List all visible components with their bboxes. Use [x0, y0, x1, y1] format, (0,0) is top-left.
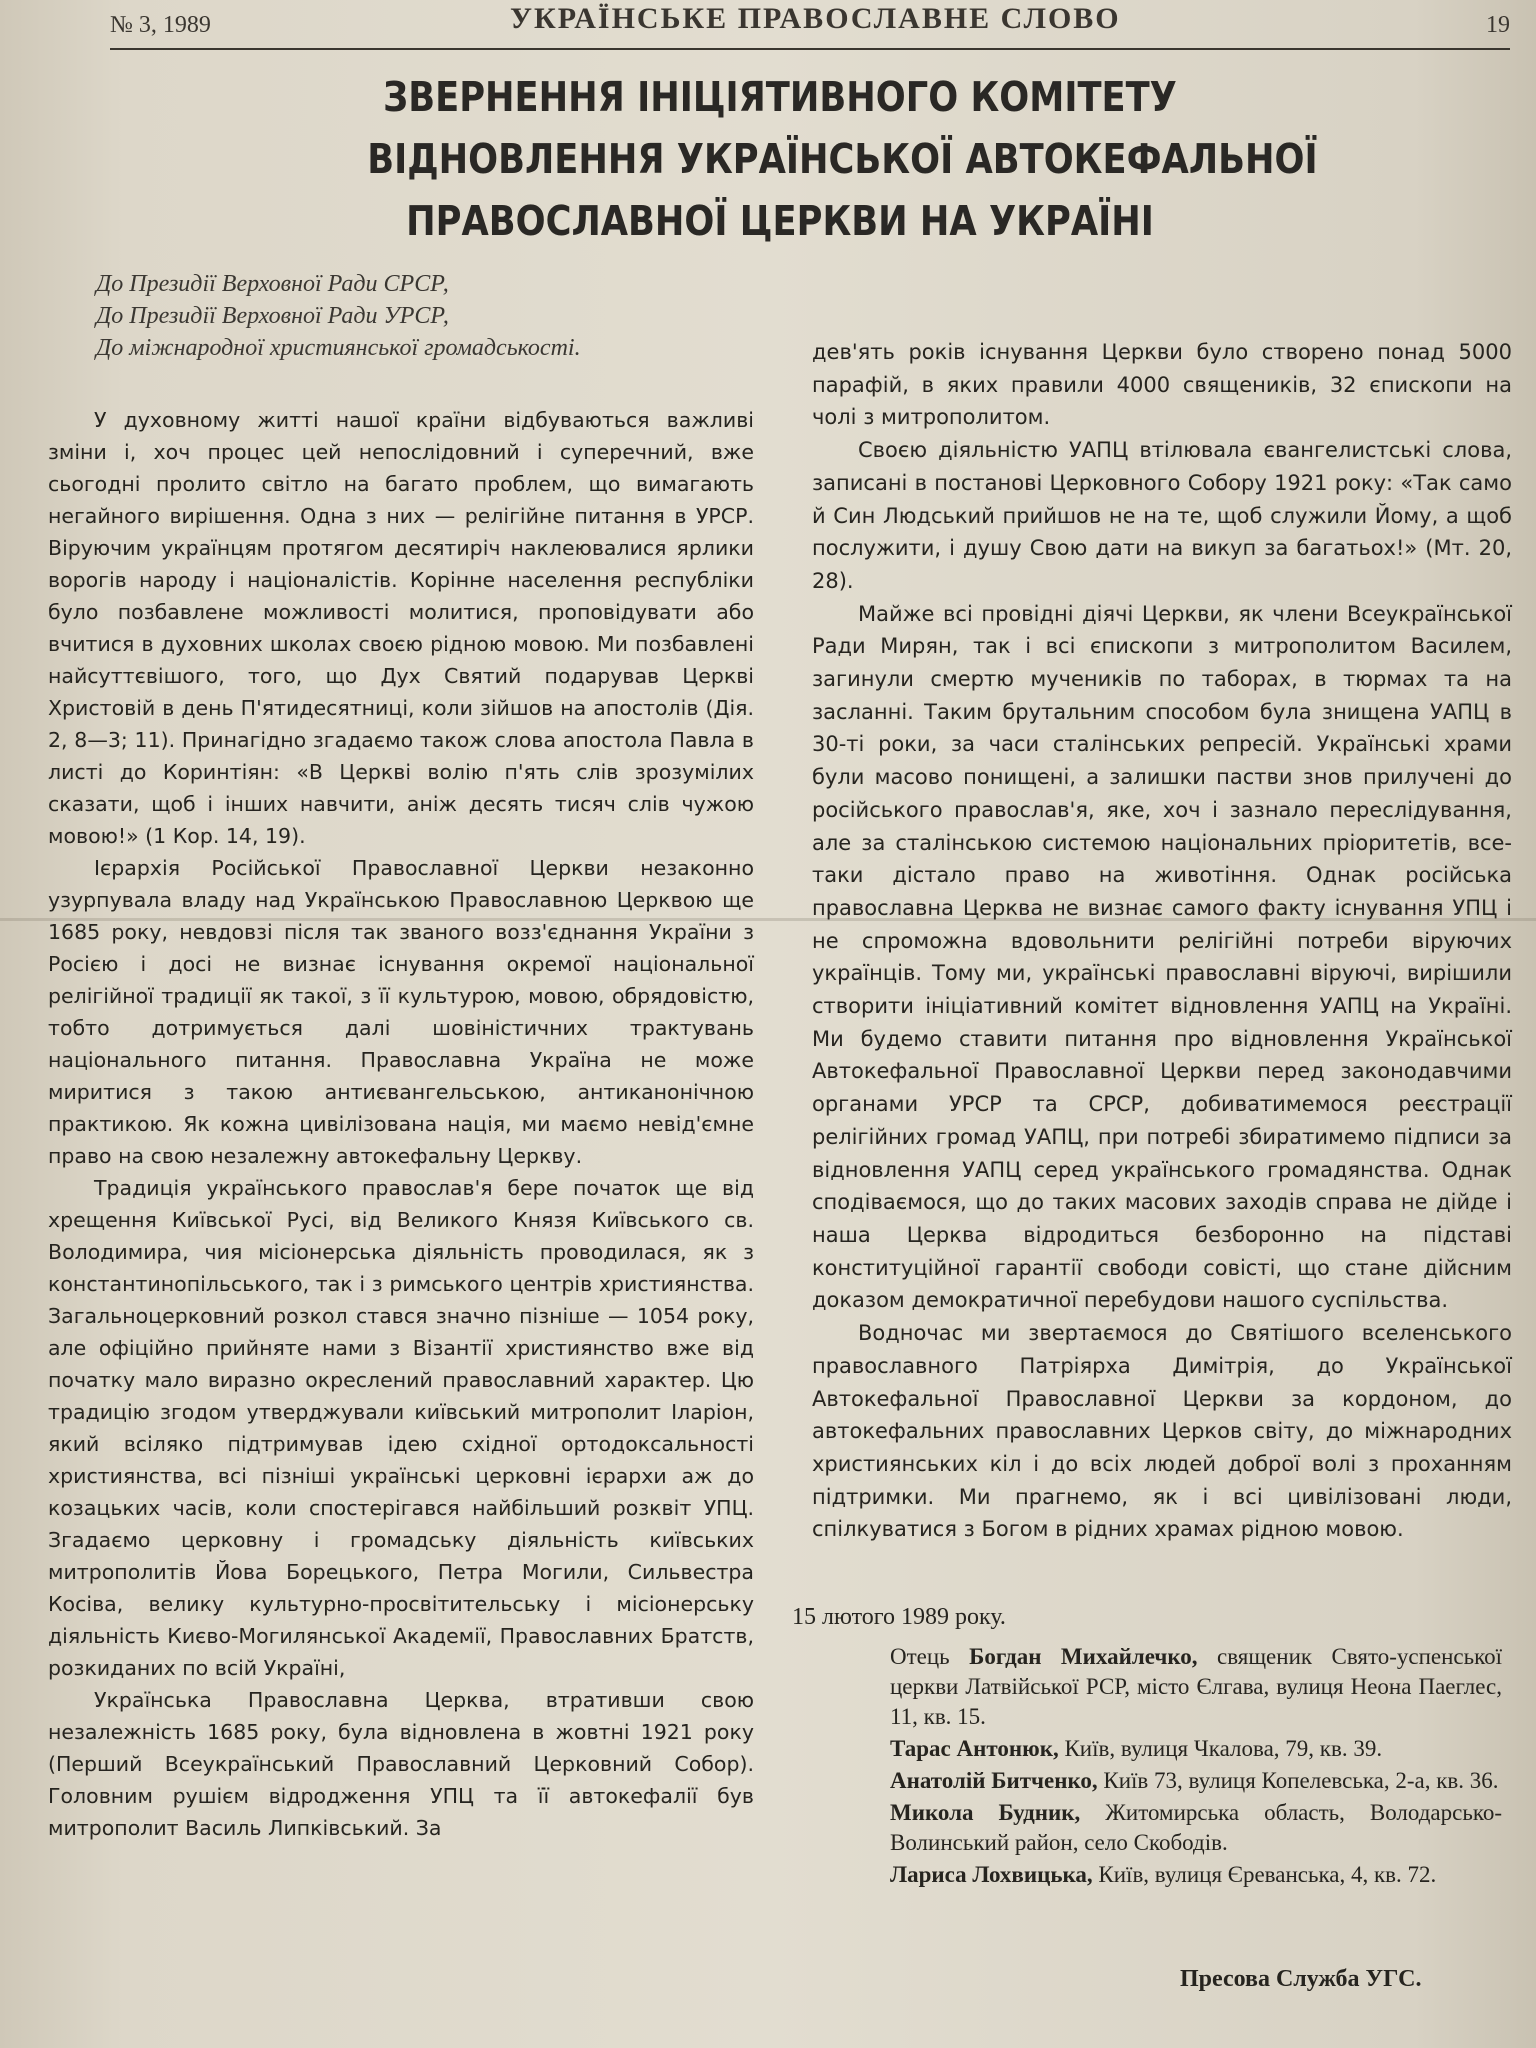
signatory [890, 1860, 1502, 1890]
right-column [812, 336, 1512, 1546]
signatory-name: Анатолій Битченко, [890, 1768, 1098, 1793]
signatory [890, 1798, 1502, 1858]
paragraph: Своєю діяльністю УАПЦ втілювала євангелистські слова, записані в постанові Церковного Собору 1921 року: «Так само й Син Людський прийшов не на те, щоб служили Йому, а щоб послужити, і душу Свою дати на викуп за багатьох!» (Мт. 20, 28). [812, 438, 1512, 593]
issue-number: № 3, 1989 [110, 12, 211, 38]
paragraph: Водночас ми звертаємося до Святішого вселенського православного Патріярха Димітрія, до Української Автокефальної Православної Церкви за кордоном, до автокефальних православних Церков світу, до міжнародних християнських кіл і до всіх людей доброї волі з проханням підтримки. Ми прагнемо, як і всі цивілізовані люди, спілкуватися з Богом в рідних храмах рідною мовою. [812, 1321, 1512, 1542]
addressee-line: До Президії Верховної Ради СРСР, [96, 271, 449, 297]
addressees [96, 268, 796, 364]
signatory-prefix: Отець [890, 1644, 970, 1669]
signatory [890, 1734, 1502, 1764]
paragraph: дев'ять років існування Церкви було створено понад 5000 парафій, в яких правили 4000 священиків, 32 єпископи на чолі з митрополитом. [812, 340, 1512, 430]
headline-line: ПРАВОСЛАВНОЇ ЦЕРКВИ НА УКРАЇНІ [406, 197, 1154, 245]
signatory-name: Лариса Лохвицька, [890, 1862, 1093, 1887]
addressee-line: До Президії Верховної Ради УРСР, [96, 303, 449, 329]
headline-line: ВІДНОВЛЕННЯ УКРАЇНСЬКОЇ АВТОКЕФАЛЬНОЇ [367, 135, 1318, 183]
paragraph: У духовному житті нашої країни відбуваються важливі зміни і, хоч процес цей непослідовний і суперечний, вже сьогодні пролито світло на багато проблем, що вимагають негайного вирішення. Одна з них — релігійне питання в УРСР. Віруючим українцям протягом десятиріч наклеювалися ярлики ворогів народу і націоналістів. Корінне населення республіки було позбавлене можливості молитися, проповідувати або вчитися в духовних школах своєю рідною мовою. Ми позбавлені найсуттєвішого, того, що Дух Святий подарував Церкві Христовій в день П'ятидесятниці, коли зійшов на апостолів (Дія. 2, 8—3; 11). Принагідно згадаємо також слова апостола Павла в листі до Коринтіян: «В Церкві волію п'ять слів зрозумілих сказати, щоб і інших навчити, аніж десять тисяч слів чужою мовою!» (1 Кор. 14, 19). [48, 408, 754, 848]
left-column [48, 404, 754, 1844]
signatory-name: Богдан Михайлечко, [969, 1644, 1198, 1669]
masthead [110, 2, 1510, 50]
paragraph: Ієрархія Російської Православної Церкви незаконно узурпувала владу над Українською Православною Церквою ще 1685 року, невдовзі після так званого возз'єднання України з Росією і досі не визнає існування окремої національної релігійної традиції як такої, з її культурою, мовою, обрядовістю, тобто дотримується далі шовіністичних трактувань національного питання. Православна Україна не може миритися з такою антиєвангельською, антиканонічною практикою. Як кожна цивілізована нація, ми маємо невід'ємне право на свою незалежну автокефальну Церкву. [48, 856, 754, 1168]
signatory [890, 1766, 1502, 1796]
signatory-name: Микола Будник, [890, 1800, 1081, 1825]
letter-date: 15 лютого 1989 року. [792, 1604, 1006, 1630]
signatory-name: Тарас Антонюк, [890, 1736, 1059, 1761]
newspaper-title: УКРАЇНСЬКЕ ПРАВОСЛАВНЕ СЛОВО [510, 2, 1121, 35]
signatory-details: Житомирська область, Володарсько-Волинський район, село Скободів. [890, 1800, 1502, 1855]
paragraph: Українська Православна Церква, втративши свою незалежність 1685 року, була відновлена в жовтні 1921 року (Перший Всеукраїнський Православний Церковний Собор). Головним рушієм відродження УПЦ та її автокефалії був митрополит Василь Липківський. За [48, 1688, 754, 1840]
signatory-details: Київ, вулиця Єреванська, 4, кв. 72. [1092, 1862, 1437, 1887]
press-service-signature: Пресова Служба УГС. [1180, 1966, 1422, 1992]
signatory-details: священик Свято-успенської церкви Латвійської РСР, місто Єлгава, вулиця Неона Паеглес, 11, кв. 15. [890, 1644, 1502, 1729]
page-number: 19 [1486, 12, 1510, 38]
addressee-line: До міжнародної християнської громадськості. [96, 335, 581, 361]
paragraph: Традиція українського православ'я бере початок ще від хрещення Київської Русі, від Великого Князя Київського св. Володимира, чия місіонерська діяльність проводилася, як з константинопільського, так і з римського центрів християнства. Загальноцерковний розкол стався значно пізніше — 1054 року, але офіційно прийняте нами з Візантії християнство вже від початку мало виразно окреслений православний характер. Цю традицію згодом утверджували київський митрополит Іларіон, який всіляко підтримував ідею східної ортодоксальності християнства, всі пізніші українські церковні ієрархи аж до козацьких часів, коли спостерігався найбільший розквіт УПЦ. Згадаємо церковну і громадську діяльність київських митрополитів Йова Борецького, Петра Могили, Сильвестра Косіва, велику культурно-просвітительську і місіонерську діяльність Києво-Могилянської Академії, Православних Братств, розкиданих по всій Україні, [48, 1176, 754, 1680]
signatory [890, 1642, 1502, 1732]
headline-line: ЗВЕРНЕННЯ ІНІЦІЯТИВНОГО КОМІТЕТУ [383, 73, 1177, 121]
signatory-details: Київ, вулиця Чкалова, 79, кв. 39. [1058, 1736, 1383, 1761]
paragraph: Майже всі провідні діячі Церкви, як члени Всеукраїнської Ради Мирян, так і всі єпископи з митрополитом Василем, загинули смертю мучеників по таборах, в тюрмах та на засланні. Таким брутальним способом була знищена УАПЦ в 30-ті роки, за часи сталінських репресій. Українські храми були масово понищені, а залишки пастви знов прилучені до російського православ'я, яке, хоч і зазнало переслідування, але за сталінською системою національних пріоритетів, все-таки дістало право на животіння. Однак російська православна Церква не визнає самого факту існування УПЦ і не спроможна вдовольнити релігійні потреби віруючих українців. Тому ми, українські православні віруючі, вирішили створити ініціативний комітет відновлення УАПЦ на Україні. Ми будемо ставити питання про відновлення Української Автокефальної Православної Церкви перед законодавчими органами УРСР та СРСР, добиватимемося реєстрації релігійних громад УАПЦ, при потребі збиратимемо підписи за відновлення УАПЦ серед українського громадянства. Однак сподіваємося, що до таких масових заходів справа не дійде і наша Церква відродиться безборонно на підставі конституційної гарантії свободи совісті, що стане дійсним доказом демократичної перебудови нашого суспільства. [812, 601, 1512, 1313]
signatory-details: Київ 73, вулиця Копелевська, 2-а, кв. 36. [1097, 1768, 1499, 1793]
signatories [890, 1642, 1502, 1892]
article-headline [367, 66, 1318, 252]
